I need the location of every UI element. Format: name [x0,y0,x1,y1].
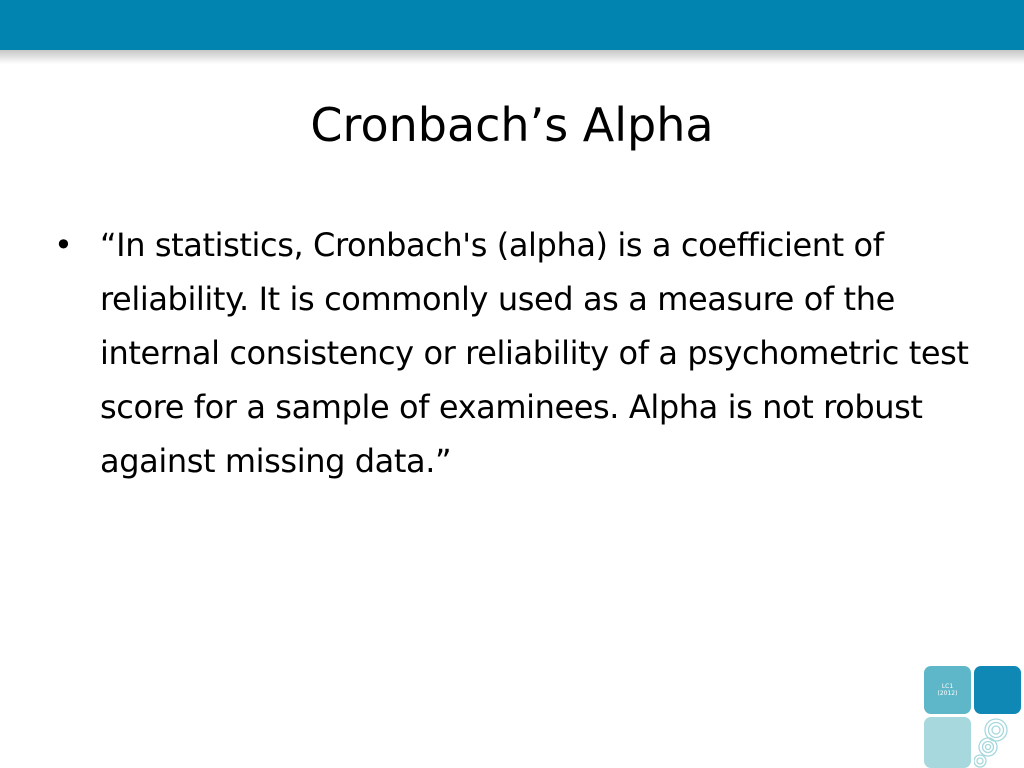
bullet-glyph: • [54,226,73,264]
logo-blue-tile [974,666,1021,714]
bullet-list [54,218,974,488]
concentric-circles-icon [974,717,1024,768]
bullet-item [54,218,974,488]
logo-line-1: LC1 [941,683,954,690]
logo-line-2: (2012) [937,690,958,697]
logo-pale-tile [924,717,971,768]
top-bar-shadow [0,50,1024,64]
bullet-text: “In statistics, Cronbach's (alpha) is a coefficient of reliability. It is commonly used as a measure of the internal consistency or reliability of a psychometric test score for a sample of examinees. Alpha is not robust against missing data.” [100,226,969,480]
corner-logo [924,666,1024,768]
top-accent-bar [0,0,1024,50]
slide-title: Cronbach’s Alpha [310,98,714,152]
logo-label-tile [924,666,971,714]
